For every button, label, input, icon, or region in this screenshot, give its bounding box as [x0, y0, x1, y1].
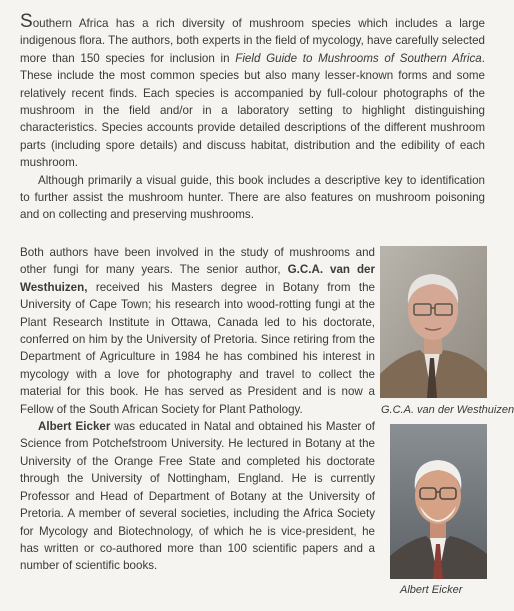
author-name: G.C.A. van der Westhuizen,: [20, 263, 376, 294]
description-paragraph-2: Although primarily a visual guide, this book includes a descriptive key to identification to further assist the mushroom hunter. There are also features on mushroom poisoning and on collecting and preserving mushrooms.: [20, 173, 485, 222]
portrait-caption-westhuizen: G.C.A. van der Westhuizen: [381, 404, 514, 416]
description-text: outhern Africa has a rich diversity of mushroom species which includes a large indigenous flora. The authors, both experts in the field of mycology, have carefully selected more than 150 species for inclusion in: [20, 17, 485, 65]
drop-cap: S: [20, 11, 33, 32]
bio-text: was educated in Natal and obtained his Master of Science from Potchefstroom University. He lectured in Botany at the University of the Orange Free State and completed his doctorate through the University of Nottingham, England. He is currently Professor and Head of Department of Botany at the University of Pretoria. A member of several societies, including the Africa Society for Mycology and Biotechnology, of which he is vice-president, he has written or co-authored more than 100 scientific papers and a number of scientific books.: [20, 420, 375, 573]
portrait-caption-eicker: Albert Eicker: [400, 584, 463, 596]
bio-paragraph-2: [20, 418, 375, 575]
author-portrait-westhuizen: [380, 246, 487, 398]
author-name: Albert Eicker: [38, 420, 111, 434]
bio-paragraph-1: [20, 244, 375, 418]
bio-text: received his Masters degree in Botany from the University of Cape Town; his research into wood-rotting fungi at the Plant Research Institute in Ottawa, Canada led to his doctorate, conferred on him by the University of Pretoria. Since retiring from the Department of Agriculture in 1984 he has combined his interest in mycology with a love for photography and travel to collect the material for this book. He has served as President and is now a Fellow of the South African Society for Plant Pathology.: [20, 280, 375, 416]
description-paragraph-1: [20, 12, 485, 172]
bio-text: Both authors have been involved in the study of mushrooms and other fungi for many years. The senior author,: [20, 246, 375, 277]
book-title: Field Guide to Mushrooms of Southern Africa: [235, 51, 482, 65]
author-portrait-eicker: [390, 424, 487, 579]
author-biographies: [20, 244, 375, 575]
book-description: [20, 12, 485, 224]
description-text: . These include the most common species but also many lesser-known forms and some relatively recent finds. Each species is accompanied by full-colour photographs of the mushroom in the field and/or in a laboratory setting to highlight distinguishing characteristics. Species accounts provide detailed descriptions of the different mushroom parts (including spore details) and discuss habitat, distribution and the edibility of each mushroom.: [20, 51, 485, 170]
